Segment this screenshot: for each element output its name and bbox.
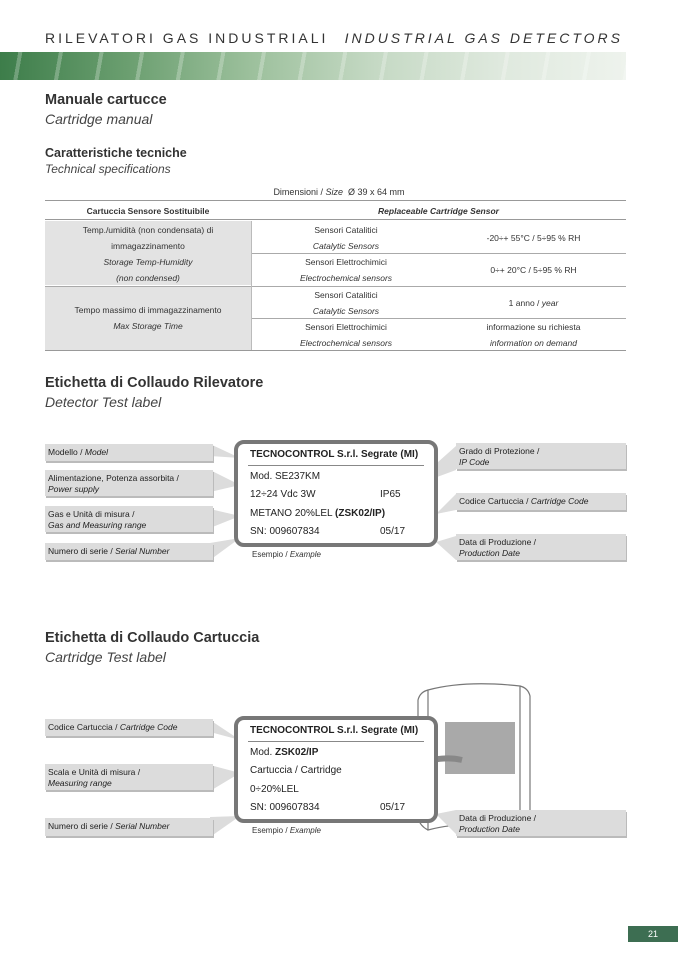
detector-card-gas: METANO 20%LEL (ZSK02/IP) (250, 508, 386, 519)
spec-row1-label-en-2: (non condensed) (116, 273, 180, 283)
size-label-en: Size (325, 187, 343, 197)
size-value: Ø 39 x 64 mm (348, 187, 405, 197)
cartridge-tag-serial: Numero di serie / Serial Number (45, 818, 213, 836)
spec-row2-s1-value (441, 295, 626, 311)
detector-example-caption: Esempio / Example (252, 550, 321, 559)
detector-tag-model: Modello / Model (45, 444, 213, 461)
detector-card-serial: SN: 009607834 (250, 526, 320, 537)
detector-tag-production-date: Data di Produzione / Production Date (456, 534, 626, 560)
detector-card-title: TECNOCONTROL S.r.l. Segrate (MI) (250, 449, 419, 460)
cartridge-card-type: Cartuccia / Cartridge (250, 765, 342, 776)
header-title-it: RILEVATORI GAS INDUSTRIALI (45, 30, 329, 46)
cartridge-card-date: 05/17 (380, 802, 406, 813)
spec-row1-s2-en: Electrochemical sensors (299, 273, 393, 283)
spec-row2-s2-value-it: informazione su richiesta (486, 322, 581, 332)
section3-title-it: Etichetta di Collaudo Cartuccia (45, 630, 260, 646)
cartridge-card-range: 0÷20%LEL (250, 784, 299, 795)
spec-row1-label-en-1: Storage Temp-Humidity (103, 257, 193, 267)
page-number: 21 (628, 926, 678, 942)
detector-tag-cartridge-code: Codice Cartuccia / Cartridge Code (456, 493, 626, 510)
specs-subtitle-it: Caratteristiche tecniche (45, 146, 187, 160)
detector-tag-power: Alimentazione, Potenza assorbita / Power supply (45, 470, 213, 496)
spec-row1-label-it-2: immagazzinamento (111, 241, 185, 251)
section2-title-en: Detector Test label (45, 394, 162, 410)
spec-row2-s1-value-en: year (541, 298, 559, 308)
specs-subtitle-en: Technical specifications (45, 162, 171, 176)
spec-row1-s1-en: Catalytic Sensors (312, 241, 380, 251)
spec-row2-label-en: Max Storage Time (113, 321, 183, 331)
detector-tag-gas: Gas e Unità di misura / Gas and Measuring range (45, 506, 213, 532)
spec-table-header (45, 200, 626, 220)
spec-row2-s2-it: Sensori Elettrochimici (305, 322, 387, 332)
cartridge-card-model: Mod. ZSK02/IP (250, 747, 319, 758)
spec-row2-s2-value-en: information on demand (490, 338, 577, 348)
cartridge-tag-code: Codice Cartuccia / Cartridge Code (45, 719, 213, 736)
cartridge-label-card (234, 716, 438, 823)
cartridge-example-caption: Esempio / Example (252, 826, 321, 835)
spec-row1-s1-value: -20÷+ 55°C / 5÷95 % RH (486, 233, 581, 243)
section1-title-it: Manuale cartucce (45, 92, 167, 108)
spec-head-left: Cartuccia Sensore Sostituibile (86, 206, 210, 216)
spec-head-right: Replaceable Cartridge Sensor (378, 206, 499, 216)
detector-card-power: 12÷24 Vdc 3W (250, 489, 316, 500)
spec-row1-s2-it: Sensori Elettrochimici (305, 257, 387, 267)
header-band (0, 52, 626, 80)
section1-title-en: Cartridge manual (45, 111, 153, 127)
detector-tag-serial: Numero di serie / Serial Number (45, 543, 213, 560)
spec-row2-s1-value-it: 1 anno / (508, 298, 540, 308)
size-label-it: Dimensioni / (273, 187, 323, 197)
cartridge-card-title: TECNOCONTROL S.r.l. Segrate (MI) (250, 725, 419, 736)
spec-row2-s2-en: Electrochemical sensors (299, 338, 393, 348)
section3-title-en: Cartridge Test label (45, 649, 166, 665)
spec-row1-s2-value: 0÷+ 20°C / 5÷95 % RH (490, 265, 577, 275)
detector-label-card (234, 440, 438, 547)
spec-row2-label-it: Tempo massimo di immagazzinamento (74, 305, 222, 315)
spec-row2-s1-en: Catalytic Sensors (312, 306, 380, 316)
detector-card-date: 05/17 (380, 526, 406, 537)
size-line (0, 187, 678, 197)
cartridge-tag-production-date: Data di Produzione / Production Date (456, 810, 626, 836)
spec-row2-s1-it: Sensori Catalitici (314, 290, 378, 300)
spec-row1-label-it-1: Temp./umidità (non condensata) di (82, 225, 214, 235)
cartridge-card-serial: SN: 009607834 (250, 802, 320, 813)
header-title-en: INDUSTRIAL GAS DETECTORS (344, 30, 623, 46)
detector-card-model: Mod. SE237KM (250, 471, 321, 482)
section2-title-it: Etichetta di Collaudo Rilevatore (45, 375, 264, 391)
detector-tag-ip: Grado di Protezione / IP Code (456, 443, 626, 469)
cartridge-tag-range: Scala e Unità di misura / Measuring range (45, 764, 213, 790)
detector-card-ip: IP65 (380, 489, 401, 500)
spec-row1-s1-it: Sensori Catalitici (314, 225, 378, 235)
